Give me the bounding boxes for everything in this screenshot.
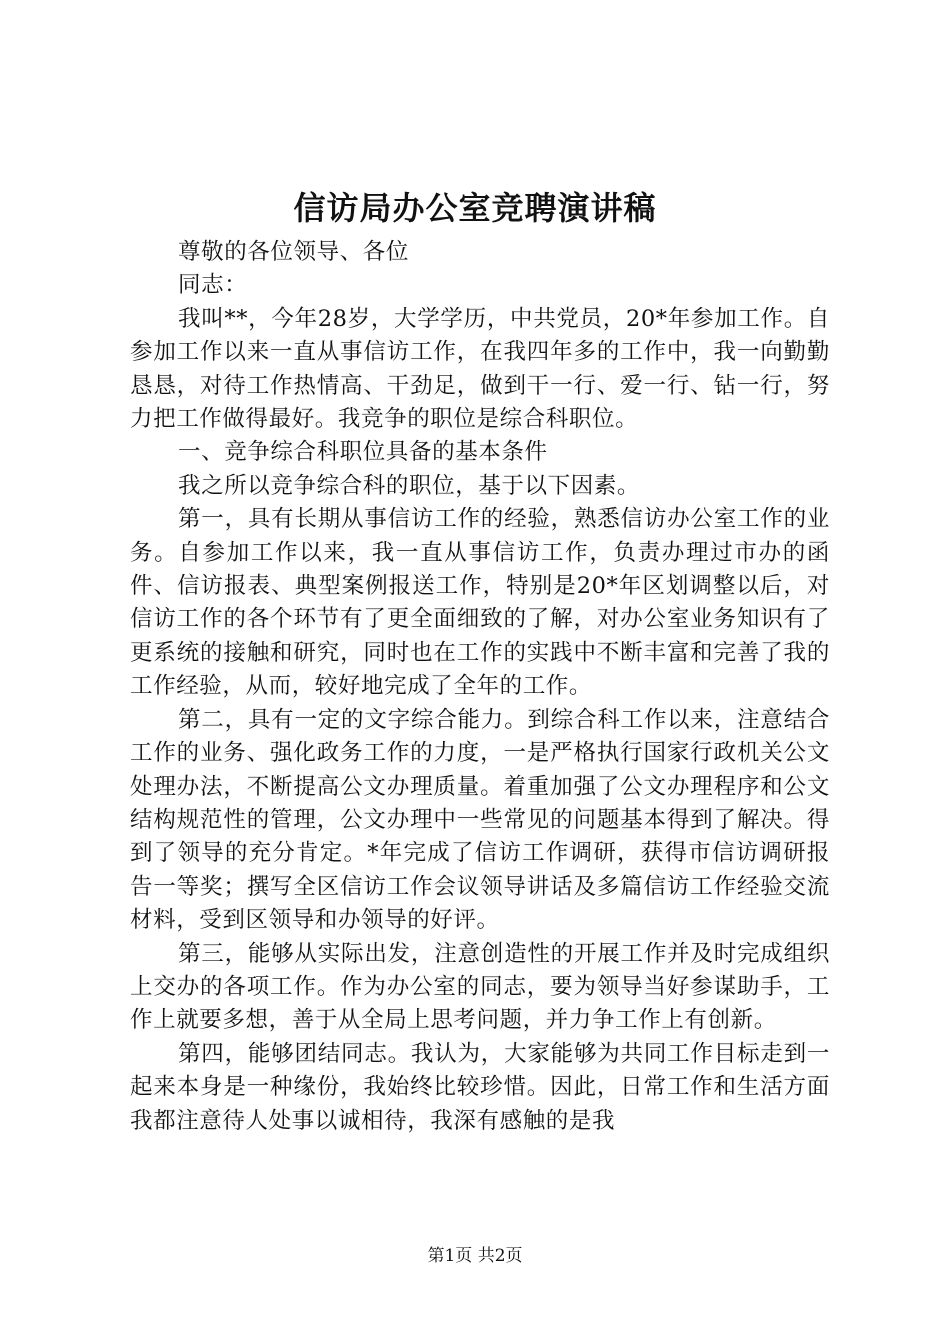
paragraph-third: 第三，能够从实际出发，注意创造性的开展工作并及时完成组织上交办的各项工作。作为办公室的同志，要为领导当好参谋助手，工作上就要多想，善于从全局上思考问题，并力争工作上有创新。 xyxy=(130,940,830,1034)
section-heading: 一、竞争综合科职位具备的基本条件 xyxy=(178,439,548,466)
paragraph-fourth: 第四，能够团结同志。我认为，大家能够为共同工作目标走到一起来本身是一种缘份，我始终比较珍惜。因此，日常工作和生活方面我都注意待人处事以诚相待，我深有感触的是我 xyxy=(130,1040,830,1134)
document-title: 信访局办公室竞聘演讲稿 xyxy=(293,189,657,227)
page-number-footer: 第1页 共2页 xyxy=(427,1246,523,1266)
salutation-line-1: 尊敬的各位领导、各位 xyxy=(178,239,410,265)
paragraph-reasons: 我之所以竞争综合科的职位，基于以下因素。 xyxy=(178,472,641,499)
paragraph-introduction: 我叫**，今年28岁，大学学历，中共党员，20*年参加工作。自参加工作以来一直从事信访工作，在我四年多的工作中，我一向勤勤恳恳，对待工作热情高、干劲足，做到干一行、爱一行、钻一行，努力把工作做得最好。我竞争的职位是综合科职位。 xyxy=(130,305,830,433)
salutation-line-2: 同志： xyxy=(178,272,248,299)
paragraph-first: 第一，具有长期从事信访工作的经验，熟悉信访办公室工作的业务。自参加工作以来，我一直从事信访工作，负责办理过市办的函件、信访报表、典型案例报送工作，特别是20*年区划调整以后，对信访工作的各个环节有了更全面细致的了解，对办公室业务知识有了更系统的接触和研究，同时也在工作的实践中不断丰富和完善了我的工作经验，从而，较好地完成了全年的工作。 xyxy=(130,506,830,700)
paragraph-second: 第二，具有一定的文字综合能力。到综合科工作以来，注意结合工作的业务、强化政务工作的力度，一是严格执行国家行政机关公文处理办法，不断提高公文办理质量。着重加强了公文办理程序和公文结构规范性的管理，公文办理中一些常见的问题基本得到了解决。得到了领导的充分肯定。*年完成了信访工作调研，获得市信访调研报告一等奖；撰写全区信访工作会议领导讲话及多篇信访工作经验交流材料，受到区领导和办领导的好评。 xyxy=(130,706,830,934)
document-body xyxy=(130,236,830,1138)
